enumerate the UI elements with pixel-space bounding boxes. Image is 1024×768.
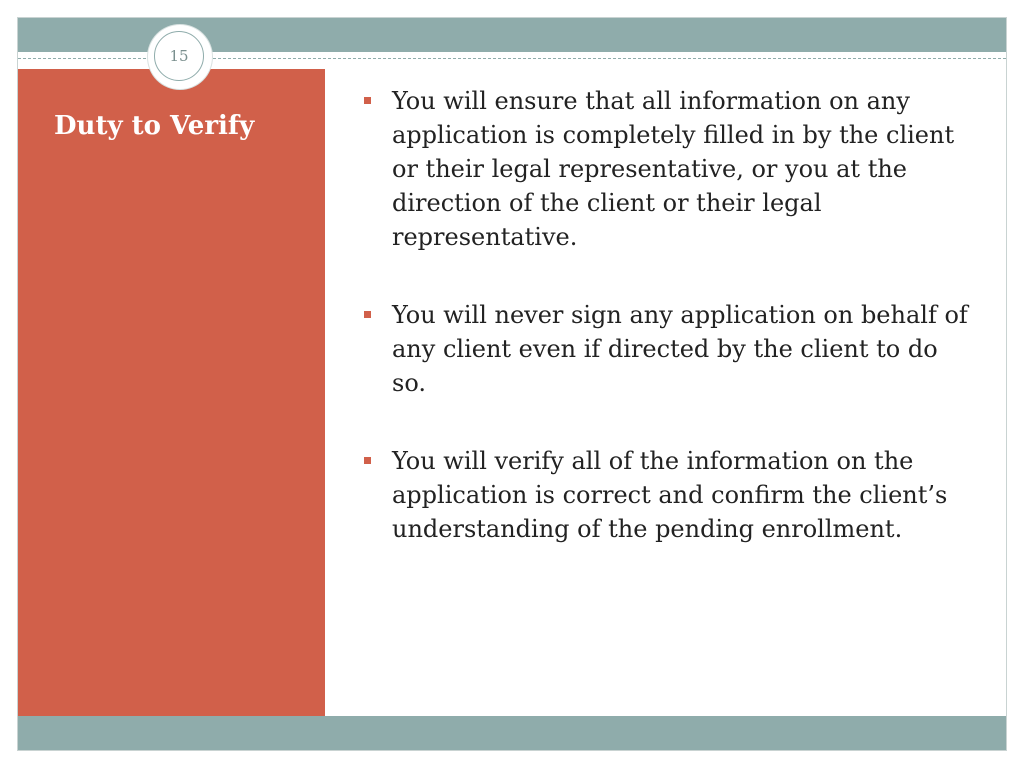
bullet-item (358, 444, 978, 546)
slide-title: Duty to Verify (54, 111, 255, 141)
page-number: 15 (154, 31, 204, 81)
slide (17, 17, 1007, 751)
bullet-text: You will ensure that all information on any application is completely filled in by the client or their legal representative, or you at the direction of the client or their legal representative. (392, 87, 955, 251)
bullet-text: You will verify all of the information on the application is correct and confirm the client’s understanding of the pending enrollment. (392, 447, 948, 543)
square-bullet-icon (364, 457, 371, 464)
title-panel (18, 69, 325, 717)
bullet-text: You will never sign any application on behalf of any client even if directed by the client to do so. (392, 301, 968, 397)
bullet-item (358, 298, 978, 400)
square-bullet-icon (364, 311, 371, 318)
square-bullet-icon (364, 97, 371, 104)
bullet-item (358, 84, 978, 254)
bullet-list (358, 84, 978, 590)
bottom-band (18, 716, 1006, 750)
page-number-badge (148, 25, 212, 89)
